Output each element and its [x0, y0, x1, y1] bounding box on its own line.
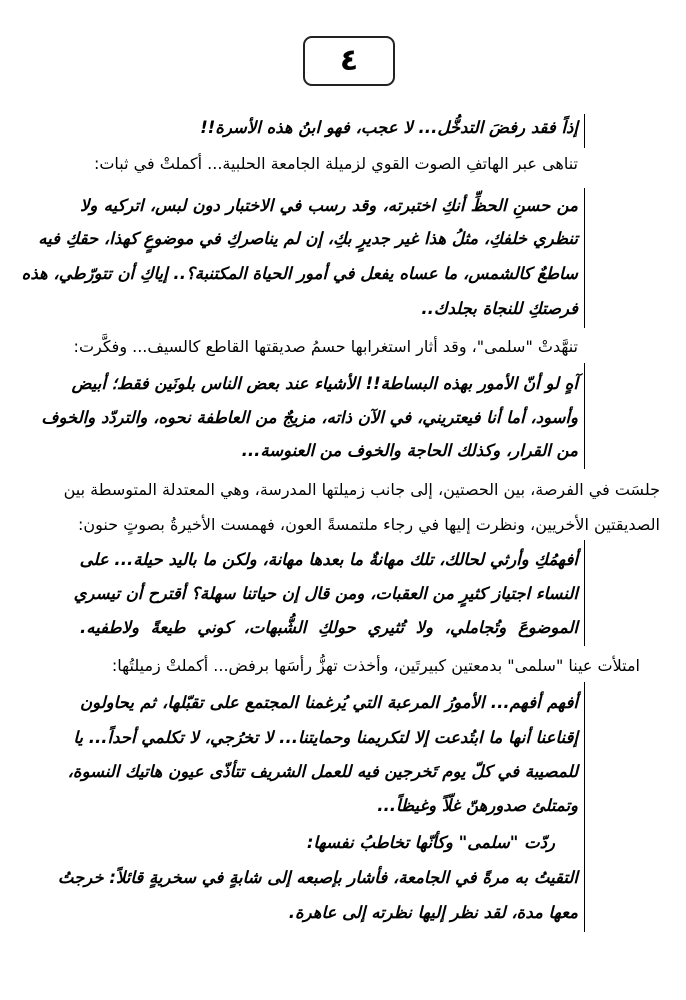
quote-bar-4 [584, 540, 585, 646]
narration-line: تنهَّدتْ "سلمى"، وقد أثار استغرابها حسمُ صديقتها القاطع كالسيف... وفكَّرت: [73, 337, 578, 356]
quote-line: ردّت "سلمى" وكأنّها تخاطبُ نفسها: [306, 833, 555, 852]
quote-line: من حسنِ الحظِّ أنكِ اختبرته، وقد رسب في الاختبار دون لبس، اتركيه ولا [80, 196, 578, 215]
quote-bar-3 [584, 363, 585, 469]
quote-line: أفهمُكِ وأرثي لحالك، تلك مهانةٌ ما بعدها مهانة، ولكن ما باليد حيلة... على [79, 550, 578, 569]
quote-line: فرصتكِ للنجاة بجلدك.. [421, 299, 578, 318]
quote-line: التقيتُ به مرةً في الجامعة، فأشار بإصبعه إلى شابةٍ في سخريةٍ قائلاً: خرجتُ [57, 868, 578, 887]
page-number: ٤ [339, 43, 359, 78]
narration-line: جلسَت في الفرصة، بين الحصتين، إلى جانب زميلتها المدرسة، وهي المعتدلة المتوسطة بين [63, 480, 660, 499]
quote-line: أفهم أفهم... الأمورُ المرعبة التي يُرغمنا المجتمع على تقبّلها، ثم يحاولون [80, 693, 578, 712]
quote-line: من القرار، وكذلك الحاجة والخوف من العنوسة... [241, 441, 578, 460]
narration-line: الصديقتين الأخريين، ونظرت إليها في رجاء ملتمسةً العون، فهمست الأخيرةُ بصوتٍ حنون: [78, 515, 660, 534]
narration-line: امتلأت عينا "سلمى" بدمعتين كبيرتَين، وأخذت تهزُّ رأسَها برفض... أكملتْ زميلتُها: [111, 656, 640, 675]
page-number-box [303, 36, 395, 86]
quote-bar-1 [584, 114, 585, 148]
quote-line: آهٍ لو أنّ الأمور بهذه البساطة!! الأشياء عند بعض الناس بلونَين فقط؛ أبيض [71, 374, 578, 393]
quote-bar-5 [584, 682, 585, 932]
quote-line: وأسود، أما أنا فيعتريني، في الآن ذاته، مزيجٌ من العاطفة نحوه، والتردّد والخوف [41, 408, 578, 427]
quote-line: معها مدة، لقد نظر إليها نظرته إلى عاهرة. [288, 903, 578, 922]
quote-line: إذاً فقد رفضَ التدخُّل... لا عجب، فهو ابنُ هذه الأسرة!! [200, 118, 578, 137]
quote-line: ساطعٌ كالشمس، ما عساه يفعل في أمور الحياة المكتنبة؟.. إياكِ أن تتورّطي، هذه [21, 264, 578, 283]
quote-line: الموضوعَ وتُجاملي، ولا تُثيري حولكِ الشُّبهات، كوني طيعةً ولاطفيه. [80, 618, 578, 637]
narration-line: تناهى عبر الهاتفِ الصوت القوي لزميلة الجامعة الحلبية... أكملتْ في ثبات: [93, 154, 578, 173]
quote-line: النساء اجتياز كثيرٍ من العقبات، ومن قال إن حياتنا سهلة؟ أقترح أن تيسري [73, 584, 578, 603]
quote-line: وتمتلئ صدورهنّ غلّاً وغيظاً... [377, 796, 578, 815]
quote-line: للمصيبة في كلّ يوم تَخرجين فيه للعمل الشريف تتأذّى عيون هاتيك النسوة، [67, 762, 578, 781]
quote-line: تنظري خلفكِ، مثلُ هذا غير جديرٍ بكِ، إن لم يناصركِ في موضوعٍ كهذا، حقكِ فيه [38, 229, 578, 248]
quote-bar-2 [584, 188, 585, 328]
quote-line: إقناعنا أنها ما ابتُدعت إلا لتكريمنا وحمايتنا... لا تخرُجي، لا تكلمي أحداً... يا [73, 728, 578, 747]
